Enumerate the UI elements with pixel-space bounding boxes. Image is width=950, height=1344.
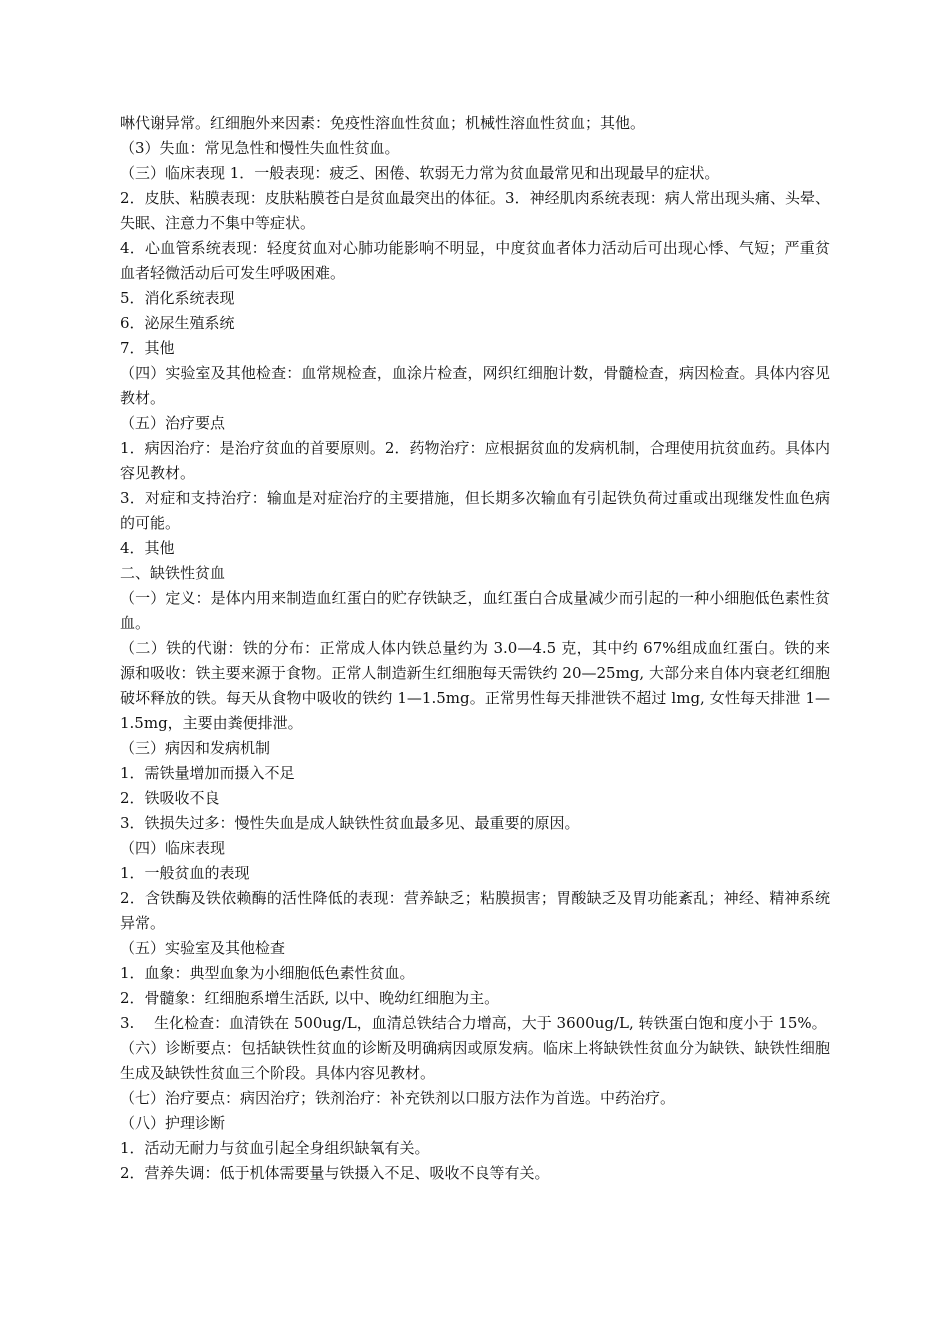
paragraph: 2．铁吸收不良 — [120, 789, 220, 807]
paragraph: 1．一般贫血的表现 — [120, 864, 250, 882]
paragraph: （3）失血：常见急性和慢性失血性贫血。 — [120, 139, 400, 157]
paragraph: 2．含铁酶及铁依赖酶的活性降低的表现：营养缺乏；粘膜损害；胃酸缺乏及胃功能紊乱；神经、精神系统异常。 — [120, 889, 830, 932]
paragraph: 5．消化系统表现 — [120, 289, 235, 307]
paragraph: 1．病因治疗：是治疗贫血的首要原则。2．药物治疗：应根据贫血的发病机制，合理使用抗贫血药。具体内容见教材。 — [120, 439, 830, 482]
paragraph: 2．皮肤、粘膜表现：皮肤粘膜苍白是贫血最突出的体征。3．神经肌肉系统表现：病人常出现头痛、头晕、失眠、注意力不集中等症状。 — [120, 189, 830, 232]
document-body — [120, 111, 830, 1186]
paragraph: 2．营养失调：低于机体需要量与铁摄入不足、吸收不良等有关。 — [120, 1164, 550, 1182]
paragraph: （一）定义：是体内用来制造血红蛋白的贮存铁缺乏，血红蛋白合成量减少而引起的一种小细胞低色素性贫血。 — [120, 589, 830, 632]
section-heading: （五）治疗要点 — [120, 414, 226, 432]
paragraph: 4．心血管系统表现：轻度贫血对心肺功能影响不明显，中度贫血者体力活动后可出现心悸、气短；严重贫血者轻微活动后可发生呼吸困难。 — [120, 239, 830, 282]
paragraph: 7．其他 — [120, 339, 175, 357]
paragraph: 3．铁损失过多：慢性失血是成人缺铁性贫血最多见、最重要的原因。 — [120, 814, 580, 832]
section-heading: （八）护理诊断 — [120, 1114, 226, 1132]
paragraph: （七）治疗要点：病因治疗；铁剂治疗：补充铁剂以口服方法作为首选。中药治疗。 — [120, 1089, 676, 1107]
paragraph: 1．血象：典型血象为小细胞低色素性贫血。 — [120, 964, 415, 982]
paragraph: （六）诊断要点：包括缺铁性贫血的诊断及明确病因或原发病。临床上将缺铁性贫血分为缺铁、缺铁性细胞生成及缺铁性贫血三个阶段。具体内容见教材。 — [120, 1039, 830, 1082]
paragraph: 6．泌尿生殖系统 — [120, 314, 235, 332]
paragraph: 啉代谢异常。红细胞外来因素：免疫性溶血性贫血；机械性溶血性贫血；其他。 — [120, 114, 646, 132]
paragraph: （四）实验室及其他检查：血常规检查，血涂片检查，网织红细胞计数，骨髓检查，病因检查。具体内容见教材。 — [120, 364, 830, 407]
section-heading: （四）临床表现 — [120, 839, 226, 857]
paragraph: （三）临床表现 1．一般表现：疲乏、困倦、软弱无力常为贫血最常见和出现最早的症状。 — [120, 164, 720, 182]
paragraph: 1．需铁量增加而摄入不足 — [120, 764, 295, 782]
paragraph: （二）铁的代谢：铁的分布：正常成人体内铁总量约为 3.0—4.5 克，其中约 67%组成血红蛋白。铁的来源和吸收：铁主要来源于食物。正常人制造新生红细胞每天需铁约 20—25mg, 大部分来自体内衰老红细胞破坏释放的铁。每天从食物中吸收的铁约 1—1.5mg。正常男性每天排泄铁不超过 lmg, 女性每天排泄 1—1.5mg，主要由粪便排泄。 — [120, 639, 830, 732]
paragraph: 4．其他 — [120, 539, 175, 557]
chapter-heading: 二、缺铁性贫血 — [120, 564, 226, 582]
section-heading: （五）实验室及其他检查 — [120, 939, 286, 957]
paragraph: 1．活动无耐力与贫血引起全身组织缺氧有关。 — [120, 1139, 430, 1157]
paragraph: 3. 生化检查：血清铁在 500ug/L，血清总铁结合力增高，大于 3600ug/L, 转铁蛋白饱和度小于 15%。 — [120, 1014, 827, 1032]
section-heading: （三）病因和发病机制 — [120, 739, 271, 757]
paragraph: 2．骨髓象：红细胞系增生活跃, 以中、晚幼红细胞为主。 — [120, 989, 500, 1007]
paragraph: 3．对症和支持治疗：输血是对症治疗的主要措施，但长期多次输血有引起铁负荷过重或出现继发性血色病的可能。 — [120, 489, 830, 532]
